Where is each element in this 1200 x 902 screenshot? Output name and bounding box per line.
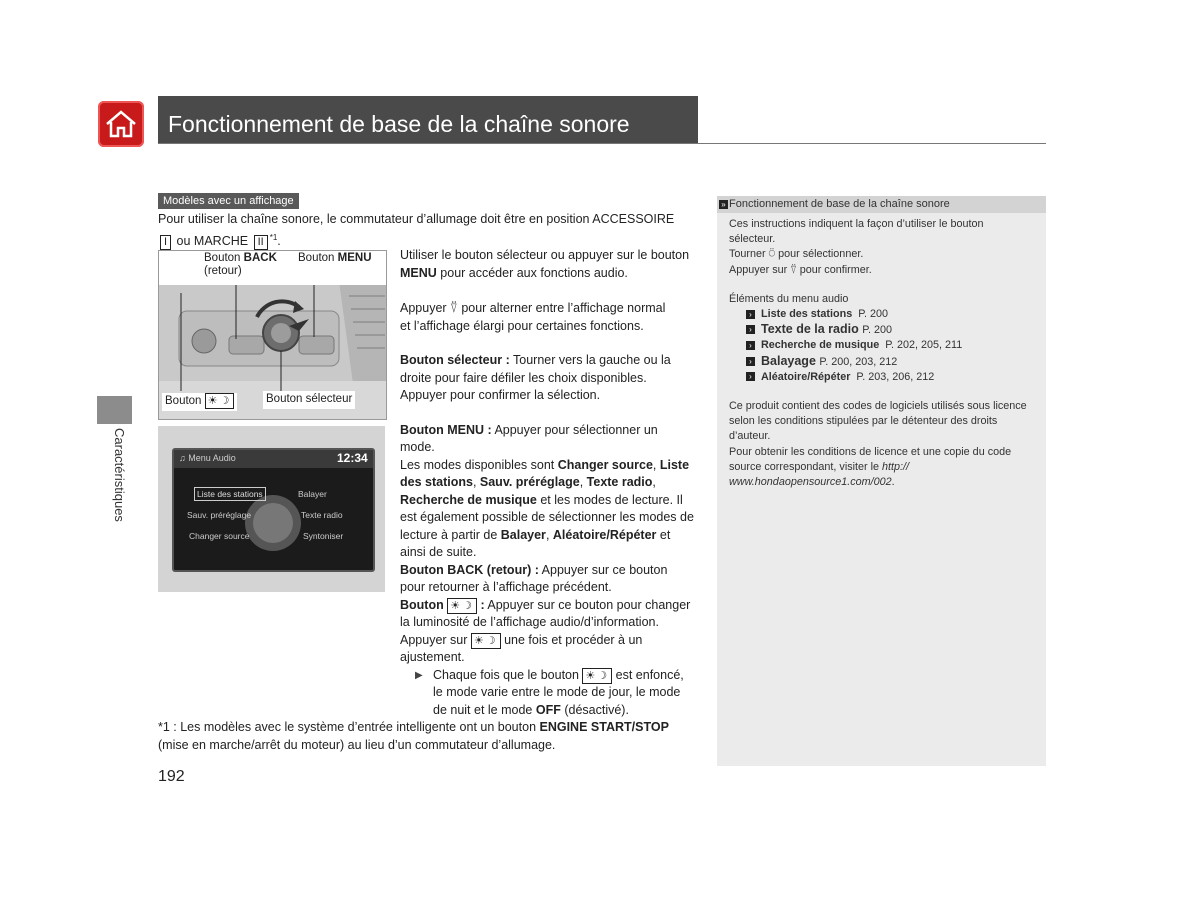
- label-brightness-button: [162, 393, 237, 411]
- sidebar-body: Ces instructions indiquent la façon d’utiliser le bouton sélecteur. Tourner ⍥ pour sélectionner. Appuyer sur ⍢ pour confirmer. Éléments du menu audio › Liste des stations P. 200 › Texte de la radio P. 200 › Recherche de musique P. 202, 205, 211 › Balayage P. 200, 203, 212 › Aléatoire/Répéter P. 203, 206, 212 Ce produit contient des codes de logiciels utilisés sous licence selon les conditions stipulées par le détenteur des droits d’auteur. Pour obtenir les conditions de licence et une copie du code source correspondant, visiter le http:// www.hondaopensource1.com/002.: [729, 217, 1039, 490]
- intro-or: ou MARCHE: [176, 233, 249, 248]
- label-menu-pre: Bouton: [298, 252, 338, 264]
- intro-end: .: [277, 233, 281, 248]
- press-knob-icon: ⍢: [450, 300, 458, 315]
- license-url-1[interactable]: http://: [882, 460, 910, 473]
- section-label: Caractéristiques: [112, 428, 127, 522]
- sun-moon-icon: ☀☽: [471, 633, 501, 649]
- label-back-b: BACK: [243, 252, 277, 264]
- label-back-button: [204, 252, 277, 278]
- intro-text: [158, 211, 698, 250]
- menu-item-radio-text[interactable]: Texte radio: [301, 510, 343, 520]
- menu-item-scan[interactable]: Balayer: [298, 489, 327, 499]
- menu-link-stations[interactable]: › Liste des stations P. 200: [746, 307, 1039, 322]
- screen-frame: [172, 448, 375, 572]
- title-divider: [158, 143, 1046, 144]
- page-number: 192: [158, 768, 185, 785]
- menu-item-source[interactable]: Changer source: [189, 531, 250, 541]
- page-title: Fonctionnement de base de la chaîne sonore: [168, 111, 630, 137]
- para-8: ▶ Chaque fois que le bouton ☀☽ est enfoncé, le mode varie entre le mode de jour, le mode de nuit et le mode OFF (désactivé).: [415, 667, 684, 717]
- label-selector-knob: Bouton sélecteur: [263, 391, 355, 409]
- home-button[interactable]: [98, 101, 144, 147]
- audio-panel-photo: [158, 250, 387, 420]
- screen-clock: 12:34: [337, 451, 368, 465]
- menu-audio-title: ♫ Menu Audio: [179, 453, 236, 463]
- section-tab[interactable]: [97, 396, 132, 424]
- para-5: Les modes disponibles sont Changer source, Liste des stations, Sauv. préréglage, Texte radio, Recherche de musique et les modes de lecture. Il est également possible de sélectionner les modes de lecture à partir de Balayer, Aléatoire/Répéter et ainsi de suite.: [400, 457, 694, 559]
- license-url-2[interactable]: www.hondaopensource1.com/002: [729, 476, 892, 489]
- key-accessory: I: [160, 235, 171, 250]
- rotate-knob-icon: ⍥: [768, 248, 776, 261]
- para-1: Utiliser le bouton sélecteur ou appuyer sur le bouton MENU pour accéder aux fonctions audio.: [400, 248, 690, 280]
- sun-moon-icon: ☀☽: [582, 668, 612, 684]
- sidebar-title: » Fonctionnement de base de la chaîne sonore: [719, 197, 950, 212]
- para-3: Bouton sélecteur : Tourner vers la gauche ou la droite pour faire défiler les choix disponibles. Appuyer pour confirmer la sélection.: [400, 353, 671, 402]
- para-4: Bouton MENU : Appuyer pour sélectionner un mode.: [400, 422, 658, 454]
- footnote-ref: *1: [269, 232, 278, 242]
- bullet-arrow-icon: ▶: [415, 669, 423, 681]
- para-6: Bouton BACK (retour) : Appuyer sur ce bouton pour retourner à l’affichage précédent.: [400, 562, 668, 594]
- label-back-pre: Bouton: [204, 252, 244, 264]
- para-7: Bouton ☀☽ : Appuyer sur ce bouton pour changer la luminosité de l’affichage audio/d’information. Appuyer sur ☀☽ une fois et procéder à un ajustement.: [400, 597, 691, 664]
- menu-item-preset[interactable]: Sauv. préréglage: [187, 510, 252, 520]
- label-bouton: Bouton: [165, 395, 202, 407]
- label-menu-button: [298, 252, 372, 265]
- menu-link-random-repeat[interactable]: › Aléatoire/Répéter P. 203, 206, 212: [746, 370, 1039, 385]
- main-text: [400, 247, 700, 719]
- ref-arrow-icon: »: [719, 200, 728, 209]
- ref-arrow-icon: ›: [746, 341, 755, 350]
- label-back-2: (retour): [204, 265, 242, 277]
- para-2: Appuyer ⍢ pour alterner entre l’affichage normal et l’affichage élargi pour certaines fonctions.: [400, 300, 666, 333]
- ref-arrow-icon: ›: [746, 357, 755, 366]
- label-menu-b: MENU: [337, 252, 372, 264]
- footnote: *1 : Les modèles avec le système d’entrée intelligente ont un bouton ENGINE START/STOP (mise en marche/arrêt du moteur) au lieu d’un commutateur d’allumage.: [158, 720, 669, 752]
- press-knob-icon: ⍢: [790, 263, 797, 276]
- model-badge: Modèles avec un affichage: [158, 193, 299, 209]
- menu-link-radio-text[interactable]: › Texte de la radio P. 200: [746, 322, 1039, 338]
- sun-moon-icon: ☀☽: [205, 393, 235, 409]
- audio-menu-screen: [158, 426, 385, 592]
- sidebar-menu-list: [729, 307, 1039, 385]
- menu-link-music-search[interactable]: › Recherche de musique P. 202, 205, 211: [746, 338, 1039, 353]
- key-on: II: [254, 235, 268, 250]
- menu-link-scan[interactable]: › Balayage P. 200, 203, 212: [746, 354, 1039, 370]
- ref-arrow-icon: ›: [746, 310, 755, 319]
- menu-item-tune[interactable]: Syntoniser: [303, 531, 344, 541]
- intro-line: Pour utiliser la chaîne sonore, le commutateur d’allumage doit être en position ACCESSOIRE: [158, 212, 675, 226]
- ref-arrow-icon: ›: [746, 372, 755, 381]
- sun-moon-icon: ☀☽: [447, 598, 477, 614]
- menu-item-stations[interactable]: Liste des stations: [194, 487, 266, 501]
- ref-arrow-icon: ›: [746, 325, 755, 334]
- home-icon: [104, 109, 138, 139]
